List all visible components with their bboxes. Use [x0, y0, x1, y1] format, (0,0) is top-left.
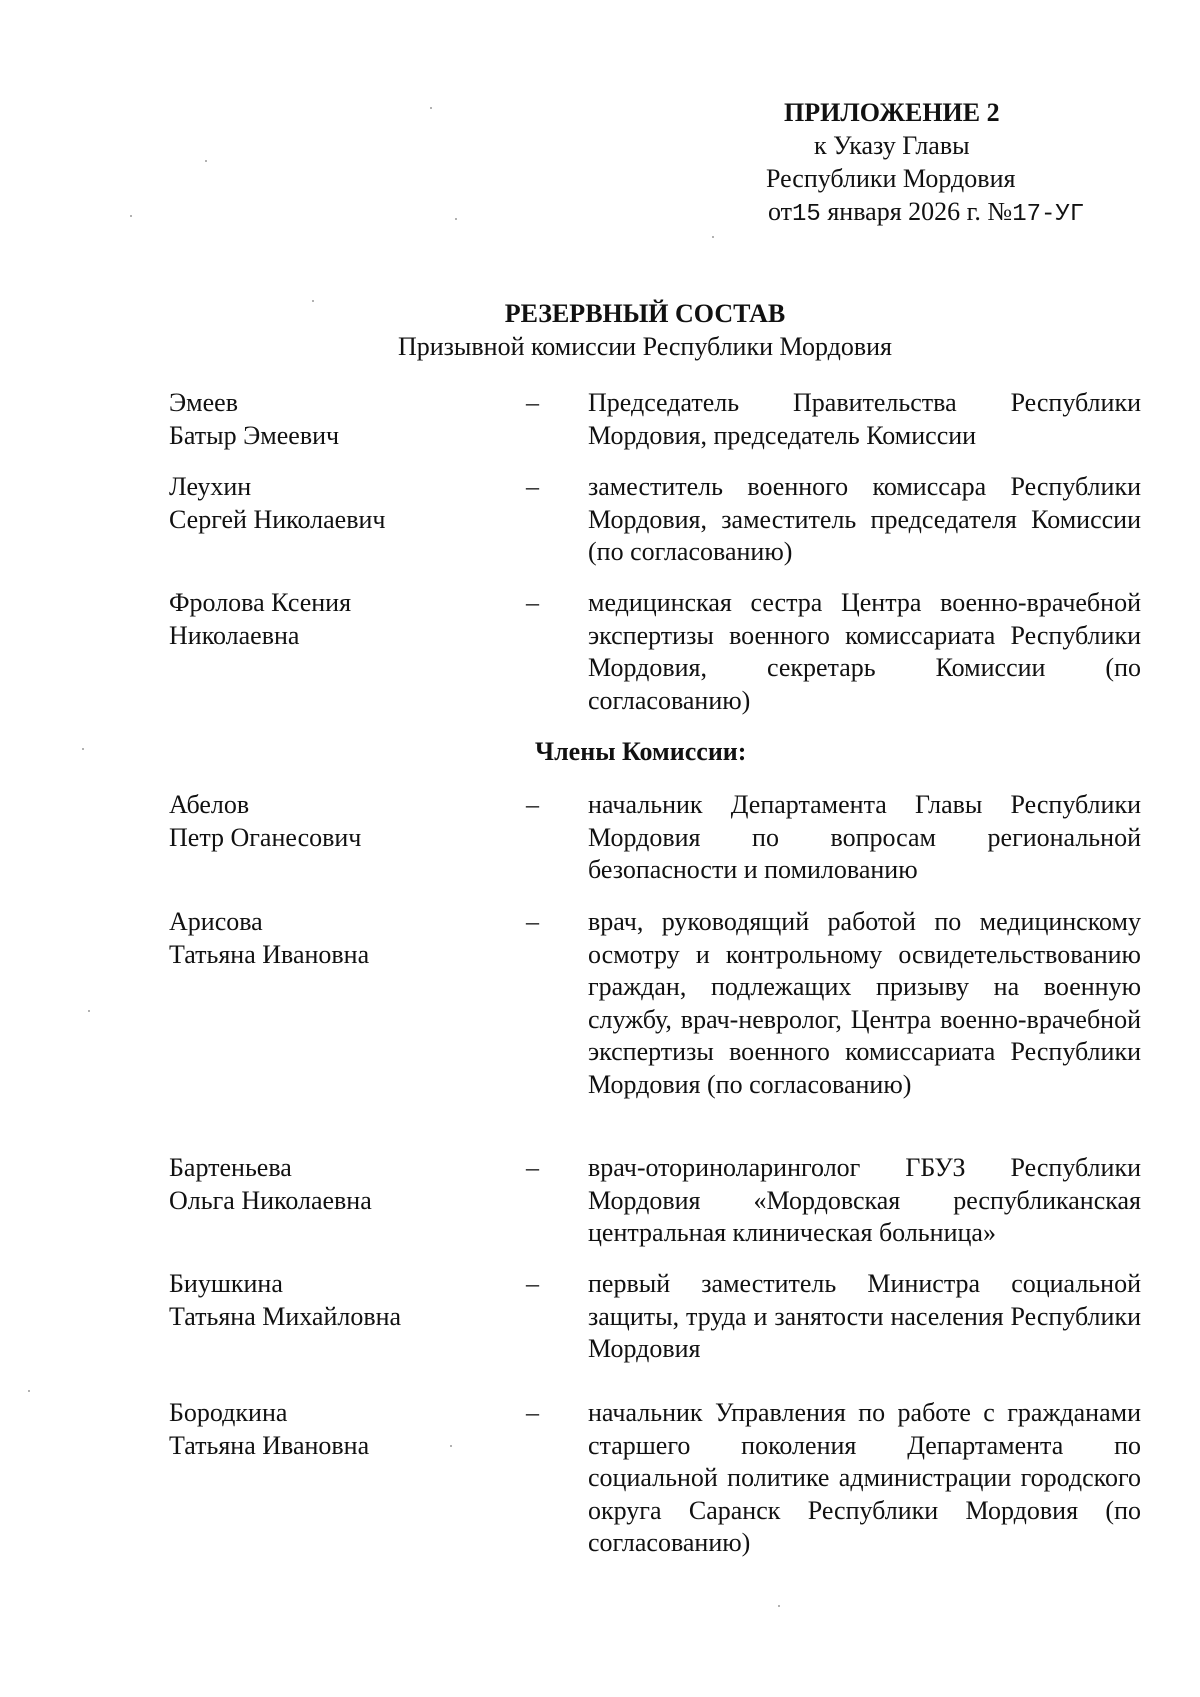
dash-separator: –	[526, 1398, 539, 1427]
appendix-date-line	[760, 195, 1120, 231]
person-position: заместитель военного комиссара Республики Мордовия, заместитель председателя Комиссии (по согласованию)	[588, 472, 1141, 566]
surname: Абелов	[169, 790, 250, 819]
surname: Эмеев	[169, 388, 238, 417]
members-section-title: Члены Комиссии:	[535, 737, 747, 766]
person-position: врач, руководящий работой по медицинскому осмотру и контрольному освидетельствованию граждан, подлежащих призыву на военную службу, врач-невролог, Центра военно-врачебной экспертизы военного комиссариата Республики Мордовия (по согласованию)	[588, 907, 1141, 1099]
given-name: Татьяна Ивановна	[169, 1430, 370, 1460]
appendix-title: ПРИЛОЖЕНИЕ 2	[784, 98, 1000, 127]
appendix-header	[760, 96, 1120, 231]
surname: Фролова Ксения	[169, 588, 352, 617]
given-name: Ольга Николаевна	[169, 1185, 372, 1215]
scan-speck	[778, 1605, 780, 1607]
document-subtitle: Призывной комиссии Республики Мордовия	[397, 332, 893, 361]
person-name	[169, 587, 499, 652]
scan-speck	[450, 1445, 452, 1447]
scan-speck	[455, 218, 457, 220]
date-day: 15	[792, 201, 821, 228]
person-name	[169, 1397, 499, 1462]
scan-speck	[82, 748, 84, 750]
person-name	[169, 471, 499, 536]
given-name: Николаевна	[169, 620, 300, 650]
dash-separator: –	[526, 1153, 539, 1182]
scan-speck	[205, 160, 207, 162]
scan-speck	[712, 236, 714, 238]
person-name	[169, 789, 499, 854]
given-name: Татьяна Ивановна	[169, 939, 370, 969]
person-position: начальник Управления по работе с гражданами старшего поколения Департамента по социальной политике администрации городского округа Саранск Республики Мордовия (по согласованию)	[588, 1398, 1141, 1557]
given-name: Татьяна Михайловна	[169, 1301, 402, 1331]
surname: Леухин	[169, 472, 252, 501]
scan-speck	[28, 1390, 30, 1392]
person-name	[169, 906, 499, 971]
surname: Бородкина	[169, 1398, 288, 1427]
given-name: Петр Оганесович	[169, 822, 362, 852]
appendix-decree-line: к Указу Главы	[814, 131, 970, 160]
scan-speck	[88, 1010, 90, 1012]
person-position: первый заместитель Министра социальной защиты, труда и занятости населения Республики Мордовия	[588, 1269, 1141, 1363]
person-name	[169, 1268, 499, 1333]
decree-number: 17-УГ	[1012, 201, 1085, 228]
scan-speck	[430, 107, 432, 109]
given-name: Сергей Николаевич	[169, 504, 386, 534]
date-month-year: января 2026 г. №	[820, 197, 1013, 226]
document-title: РЕЗЕРВНЫЙ СОСТАВ	[504, 299, 786, 328]
scan-speck	[312, 300, 314, 302]
given-name: Батыр Эмеевич	[169, 420, 340, 450]
dash-separator: –	[526, 472, 539, 501]
person-position: врач-оториноларинголог ГБУЗ Республики Мордовия «Мордовская республиканская центральная клиническая больница»	[588, 1153, 1141, 1247]
dash-separator: –	[526, 1269, 539, 1298]
document-heading	[0, 297, 1200, 363]
date-prefix: от	[768, 197, 793, 226]
person-name	[169, 387, 499, 452]
surname: Бартеньева	[169, 1153, 292, 1182]
scan-speck	[130, 215, 132, 217]
person-position: Председатель Правительства Республики Мордовия, председатель Комиссии	[588, 388, 1141, 450]
surname: Арисова	[169, 907, 263, 936]
surname: Биушкина	[169, 1269, 283, 1298]
dash-separator: –	[526, 907, 539, 936]
person-position: медицинская сестра Центра военно-врачебной экспертизы военного комиссариата Республики Мордовия, секретарь Комиссии (по согласованию)	[588, 588, 1141, 715]
person-position: начальник Департамента Главы Республики Мордовия по вопросам региональной безопасности и помилованию	[588, 790, 1141, 884]
person-name	[169, 1152, 499, 1217]
dash-separator: –	[526, 790, 539, 819]
dash-separator: –	[526, 588, 539, 617]
dash-separator: –	[526, 388, 539, 417]
appendix-republic-line: Республики Мордовия	[766, 164, 1016, 193]
